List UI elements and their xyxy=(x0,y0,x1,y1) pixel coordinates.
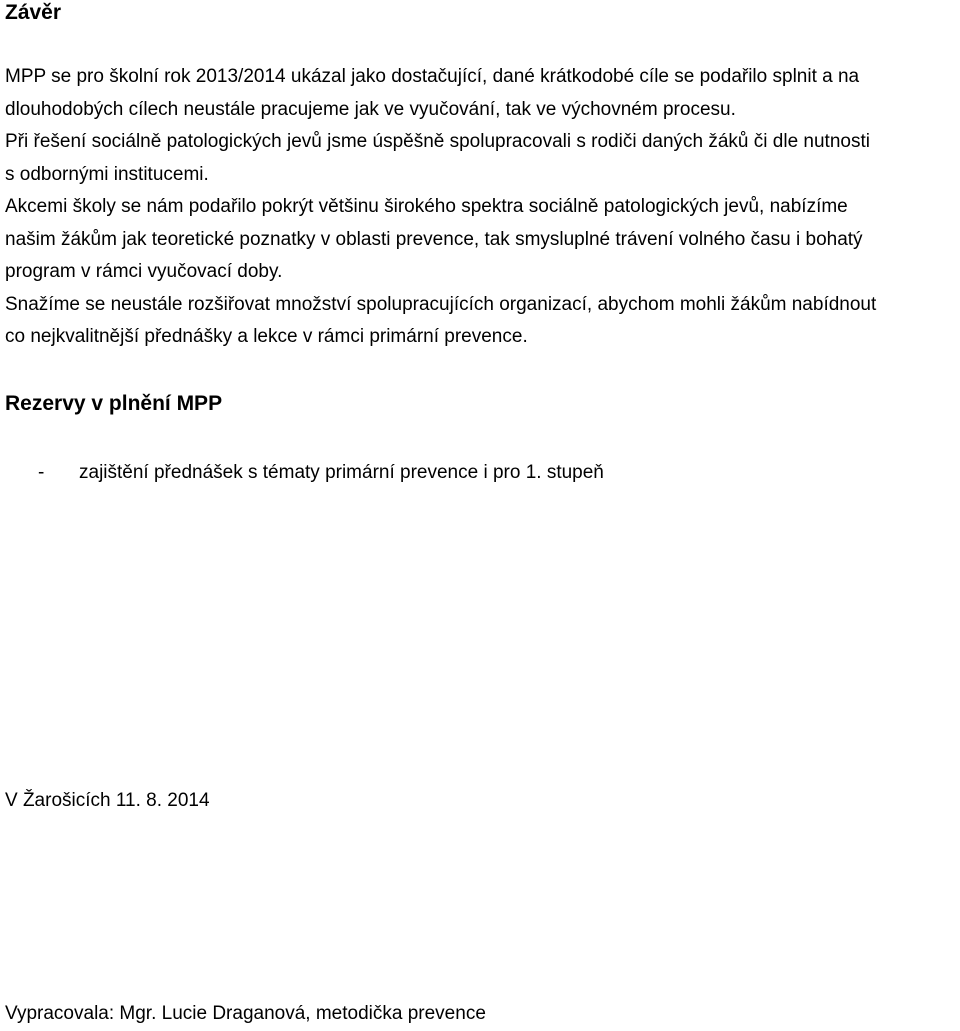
conclusion-paragraph-1 xyxy=(5,61,870,191)
paragraph-line: Při řešení sociálně patologických jevů jsme úspěšně spolupracovali s rodiči daných žáků či dle nutnosti xyxy=(5,131,870,152)
paragraph-line: s odbornými institucemi. xyxy=(5,163,209,185)
paragraph-line: Snažíme se neustále rozšiřovat množství spolupracujících organizací, abychom mohli žákům nabídnout xyxy=(5,293,877,315)
paragraph-line: program v rámci vyučovací doby. xyxy=(5,261,283,282)
paragraph-line: dlouhodobých cílech neustále pracujeme jak ve vyučování, tak ve výchovném procesu. xyxy=(5,98,736,120)
conclusion-paragraph-2 xyxy=(5,191,876,354)
paragraph-line: našim žákům jak teoretické poznatky v oblasti prevence, tak smysluplné trávení volného času i bohatý xyxy=(5,228,863,250)
prepared-by: Vypracovala: Mgr. Lucie Draganová, metodička prevence xyxy=(5,1003,486,1024)
reserves-heading: Rezervy v plnění MPP xyxy=(5,392,223,415)
paragraph-line: MPP se pro školní rok 2013/2014 ukázal jako dostačující, dané krátkodobé cíle se podařilo splnit a na xyxy=(5,66,860,87)
place-date: V Žarošicích 11. 8. 2014 xyxy=(5,790,210,811)
list-item-text: zajištění přednášek s tématy primární prevence i pro 1. stupeň xyxy=(79,462,604,483)
list-item xyxy=(38,457,604,489)
paragraph-line: co nejkvalitnější přednášky a lekce v rámci primární prevence. xyxy=(5,326,528,347)
paragraph-line: Akcemi školy se nám podařilo pokrýt většinu širokého spektra sociálně patologických jevů, nabízíme xyxy=(5,196,848,217)
conclusion-heading: Závěr xyxy=(5,1,62,24)
list-bullet: - xyxy=(38,462,45,483)
